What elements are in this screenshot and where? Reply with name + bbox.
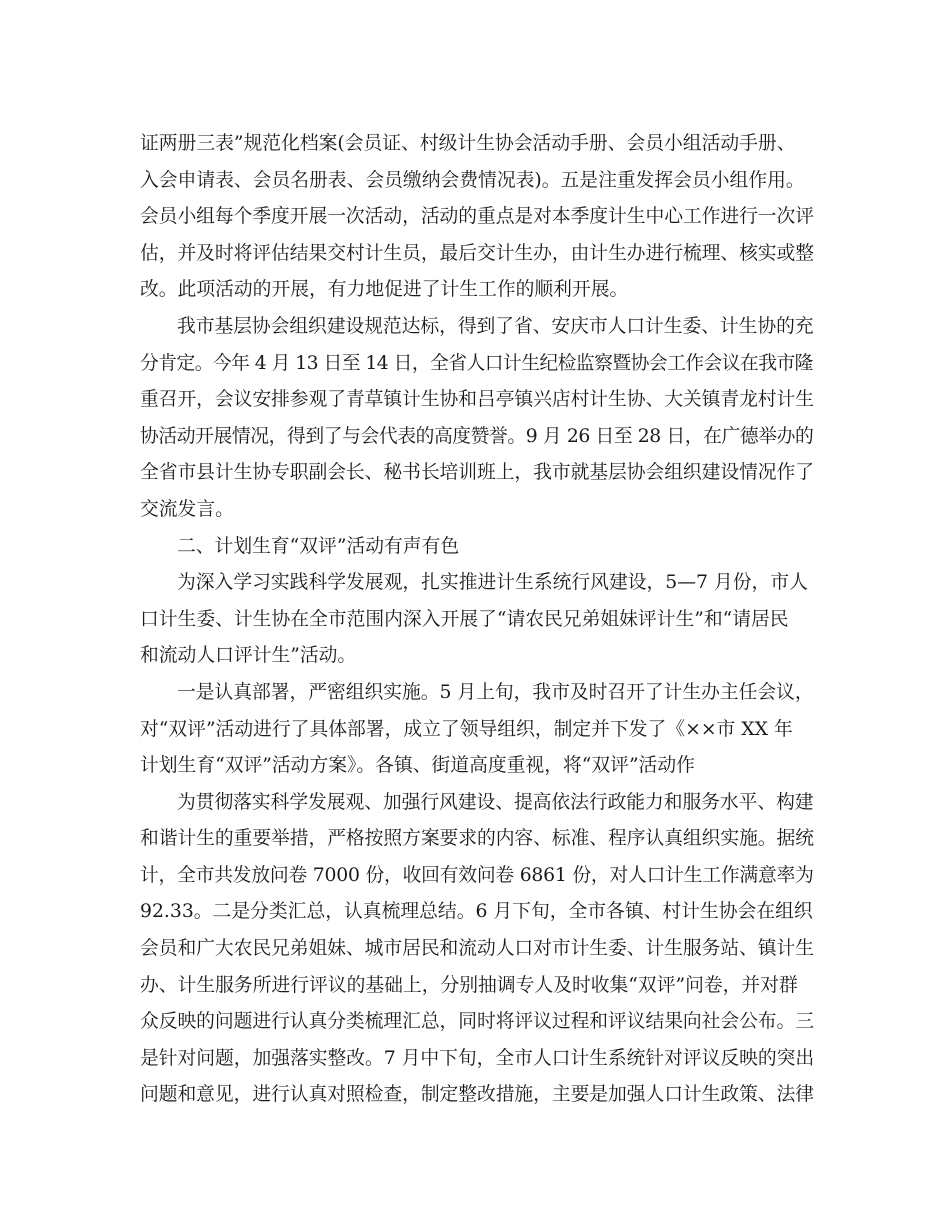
text-line: 分肯定。今年 4 月 13 日至 14 日，全省人口计生纪检监察暨协会工作会议在我市隆 — [140, 352, 813, 374]
text-line: 众反映的问题进行认真分类梳理汇总，同时将评议过程和评议结果向社会公布。三 — [140, 1011, 814, 1033]
text-line: 一是认真部署，严密组织实施。5 月上旬，我市及时召开了计生办主任会议， — [177, 681, 814, 703]
paragraph-p3 — [140, 529, 814, 566]
text-line: 协活动开展情况，得到了与会代表的高度赞誉。9 月 26 日至 28 日，在广德举办的 — [140, 425, 814, 447]
text-line: 92.33。二是分类汇总，认真梳理总结。6 月下旬，全市各镇、村计生协会在组织 — [140, 901, 813, 923]
text-line: 口计生委、计生协在全市范围内深入开展了“请农民兄弟姐妹评计生”和“请居民 — [140, 608, 789, 630]
text-line: 二、计划生育“双评”活动有声有色 — [177, 535, 460, 557]
text-line: 计，全市共发放问卷 7000 份，收回有效问卷 6861 份，对人口计生工作满意率为 — [140, 864, 814, 886]
text-line: 为贯彻落实科学发展观、加强行风建设、提高依法行政能力和服务水平、构建 — [177, 791, 814, 813]
paragraph-p6 — [140, 785, 814, 1114]
text-line: 问题和意见，进行认真对照检查，制定整改措施，主要是加强人口计生政策、法律 — [140, 1084, 814, 1106]
text-line: 入会申请表、会员名册表、会员缴纳会费情况表)。五是注重发挥会员小组作用。 — [140, 169, 805, 191]
text-line: 和流动人口评计生”活动。 — [140, 645, 357, 667]
text-line: 交流发言。 — [140, 498, 234, 520]
text-line: 办、计生服务所进行评议的基础上，分别抽调专人及时收集“双评”问卷，并对群 — [140, 974, 798, 996]
paragraph-p4 — [140, 565, 814, 675]
text-line: 我市基层协会组织建设规范达标，得到了省、安庆市人口计生委、计生协的充 — [177, 315, 814, 337]
document-body — [140, 126, 814, 1114]
paragraph-p5 — [140, 675, 814, 785]
paragraph-p1 — [140, 126, 814, 309]
text-line: 对“双评”活动进行了具体部署，成立了领导组织，制定并下发了《××市 XX 年 — [140, 718, 793, 740]
text-line: 全省市县计生协专职副会长、秘书长培训班上，我市就基层协会组织建设情况作了 — [140, 462, 814, 484]
text-line: 重召开，会议安排参观了青草镇计生协和吕亭镇兴店村计生协、大关镇青龙村计生 — [140, 389, 814, 411]
paragraph-p2 — [140, 309, 814, 529]
text-line: 会员和广大农民兄弟姐妹、城市居民和流动人口对市计生委、计生服务站、镇计生 — [140, 938, 814, 960]
text-line: 证两册三表”规范化档案(会员证、村级计生协会活动手册、会员小组活动手册、 — [140, 133, 796, 154]
text-line: 计划生育“双评”活动方案》。各镇、街道高度重视，将“双评”活动作 — [140, 755, 695, 777]
text-line: 为深入学习实践科学发展观，扎实推进计生系统行风建设，5—7 月份，市人 — [177, 572, 808, 594]
text-line: 是针对问题，加强落实整改。7 月中下旬，全市人口计生系统针对评议反映的突出 — [140, 1047, 815, 1069]
text-line: 估，并及时将评估结果交村计生员，最后交计生办，由计生办进行梳理、核实或整 — [140, 242, 814, 264]
text-line: 改。此项活动的开展，有力地促进了计生工作的顺利开展。 — [140, 279, 629, 301]
text-line: 会员小组每个季度开展一次活动，活动的重点是对本季度计生中心工作进行一次评 — [140, 206, 814, 228]
text-line: 和谐计生的重要举措，严格按照方案要求的内容、标准、程序认真组织实施。据统 — [140, 828, 814, 850]
